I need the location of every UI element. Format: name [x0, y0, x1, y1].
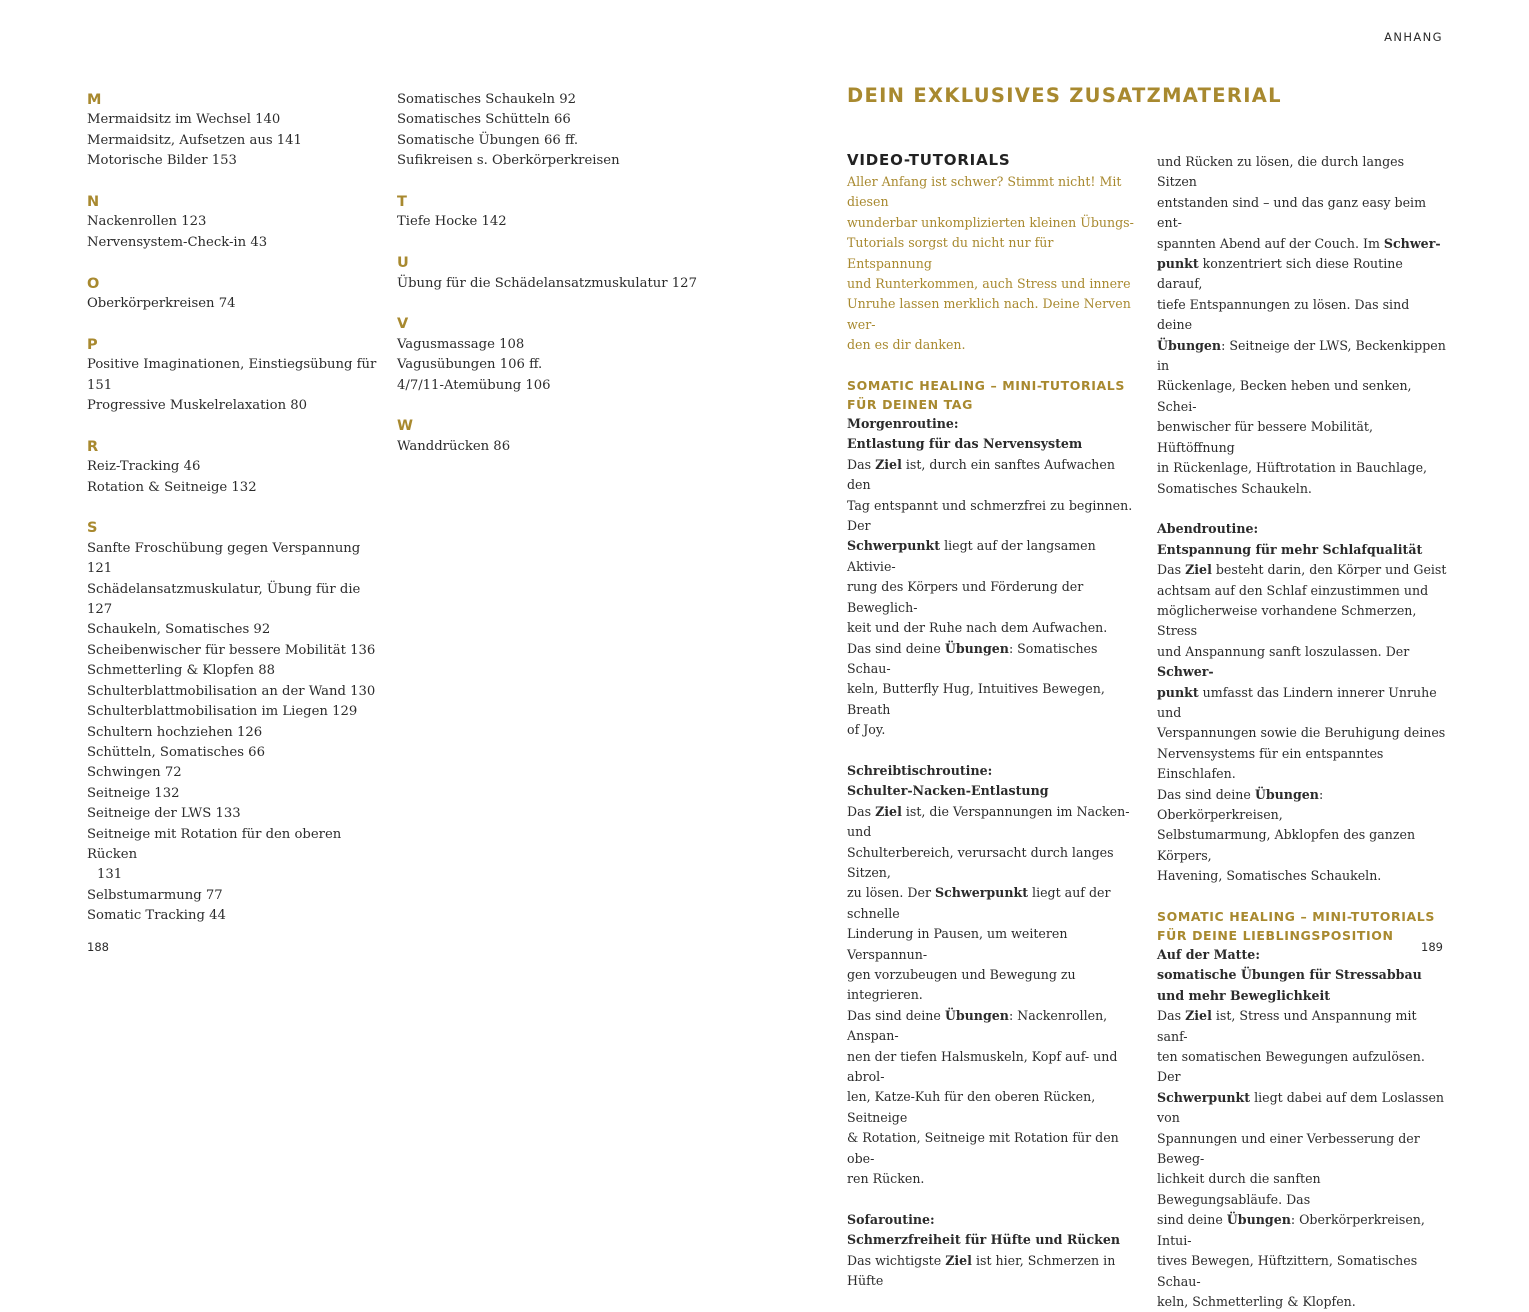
- index-entry: Sufikreisen s. Oberkörperkreisen: [397, 153, 620, 169]
- text-line: entstanden sind – und das ganz easy beim ent-: [1157, 194, 1427, 231]
- text-line: Spannungen und einer Verbesserung der Beweg-: [1157, 1130, 1420, 1167]
- text-line: Schulterbereich, verursacht durch langes Sitzen,: [847, 844, 1114, 880]
- text-line: Linderung in Pausen, um weiteren Verspannun-: [847, 926, 1068, 962]
- index-column-2: [397, 90, 697, 478]
- text-line: Das Ziel ist, durch ein sanftes Aufwachen den: [847, 456, 1115, 493]
- index-column-1: [87, 90, 387, 947]
- text-line: achtsam auf den Schlaf einzustimmen und: [1157, 582, 1429, 598]
- index-entry: Schultern hochziehen 126: [87, 724, 263, 740]
- text-line: len, Katze-Kuh für den oberen Rücken, Seitneige: [847, 1089, 1096, 1125]
- text-line: Nervensystems für ein entspanntes Einschlafen.: [1157, 745, 1384, 782]
- text-line: SOMATIC HEALING – MINI-TUTORIALS: [1157, 909, 1435, 924]
- index-letter: M: [87, 92, 102, 108]
- running-head: ANHANG: [1384, 30, 1443, 44]
- index-entry: Positive Imaginationen, Einstiegsübung für 151: [87, 357, 377, 393]
- routine-title: Abendroutine:: [1157, 521, 1259, 537]
- text-line: Das Ziel ist, Stress und Anspannung mit sanf-: [1157, 1008, 1417, 1044]
- text-line: rung des Körpers und Förderung der Beweglich-: [847, 579, 1084, 615]
- text-line: punkt umfasst das Lindern innerer Unruhe und: [1157, 684, 1437, 720]
- index-group-o: [87, 274, 387, 315]
- index-group-t: [397, 192, 697, 233]
- text-line: Unruhe lassen merklich nach. Deine Nerven wer-: [847, 296, 1131, 332]
- index-letter: P: [87, 336, 98, 353]
- index-letter: T: [397, 194, 407, 211]
- text-line: & Rotation, Seitneige mit Rotation für den obe-: [847, 1130, 1119, 1166]
- text-line: gen vorzubeugen und Bewegung zu integrieren.: [847, 967, 1076, 1003]
- index-entry: Schulterblattmobilisation an der Wand 130: [87, 683, 376, 699]
- index-entry: Sanfte Froschübung gegen Verspannung 121: [87, 540, 361, 577]
- routine-text: [847, 802, 1137, 1190]
- content-column-1: [847, 150, 1137, 1291]
- routine-text: [847, 455, 1137, 741]
- routine-subtitle: Entspannung für mehr Schlafqualität: [1157, 541, 1423, 557]
- text-line: Das Ziel ist, die Verspannungen im Nacken- und: [847, 803, 1130, 840]
- routine-subtitle: [1157, 965, 1447, 1006]
- subsection-title-position: [1157, 907, 1447, 945]
- text-line: Das wichtigste Ziel ist hier, Schmerzen in Hüfte: [847, 1252, 1116, 1289]
- routine-morning: [847, 414, 1137, 741]
- text-line: spannten Abend auf der Couch. Im Schwer-: [1157, 235, 1441, 251]
- routine-text: [847, 1251, 1137, 1292]
- text-line: Tutorials sorgst du nicht nur für Entspannung: [847, 235, 1054, 271]
- page-number-right: 189: [1421, 940, 1443, 954]
- index-entry: Somatische Übungen 66 ff.: [397, 132, 579, 148]
- index-group-u: [397, 253, 697, 294]
- index-entry: Schaukeln, Somatisches 92: [87, 622, 271, 638]
- index-entry: Mermaidsitz im Wechsel 140: [87, 112, 281, 128]
- routine-subtitle: Entlastung für das Nervensystem: [847, 436, 1083, 452]
- routine-subtitle: Schulter-Nacken-Entlastung: [847, 783, 1049, 799]
- text-line: somatische Übungen für Stressabbau: [1157, 967, 1422, 983]
- text-line: Selbstumarmung, Abklopfen des ganzen Körpers,: [1157, 827, 1416, 863]
- index-group-n: [87, 192, 387, 253]
- text-line: in Rückenlage, Hüftrotation in Bauchlage,: [1157, 460, 1428, 476]
- subsection-title-day: [847, 376, 1137, 414]
- index-letter: R: [87, 438, 99, 455]
- index-entry: Somatisches Schütteln 66: [397, 112, 571, 128]
- routine-text: [1157, 560, 1447, 887]
- section-title: VIDEO-TUTORIALS: [847, 151, 1011, 169]
- text-line: Verspannungen sowie die Beruhigung deines: [1157, 725, 1446, 741]
- routine-text: [1157, 1006, 1447, 1312]
- index-entry: Progressive Muskelrelaxation 80: [87, 398, 308, 414]
- text-line: FÜR DEINEN TAG: [847, 397, 973, 413]
- text-line: sind deine Übungen: Oberkörperkreisen, Intui-: [1157, 1212, 1425, 1248]
- index-group-v: [397, 314, 697, 396]
- index-group-r: [87, 437, 387, 498]
- index-letter: S: [87, 520, 98, 537]
- index-entry: Seitneige 132: [87, 785, 180, 801]
- text-line: FÜR DEINE LIEBLINGSPOSITION: [1157, 928, 1394, 943]
- index-entry: Übung für die Schädelansatzmuskulatur 127: [397, 275, 697, 291]
- text-line: und Rücken zu lösen, die durch langes Sitzen: [1157, 154, 1405, 190]
- index-entry: Schmetterling & Klopfen 88: [87, 663, 276, 679]
- index-entry: Motorische Bilder 153: [87, 153, 237, 169]
- text-line: Rückenlage, Becken heben und senken, Schei-: [1157, 378, 1412, 414]
- text-line: Das Ziel besteht darin, den Körper und Geist: [1157, 562, 1447, 578]
- index-groups: [87, 90, 387, 927]
- index-entry: Schütteln, Somatisches 66: [87, 744, 265, 760]
- text-line: lichkeit durch die sanften Bewegungsabläufe. Das: [1157, 1171, 1321, 1207]
- text-line: tiefe Entspannungen zu lösen. Das sind deine: [1157, 296, 1410, 333]
- index-entry: Vagusübungen 106 ff.: [397, 357, 543, 373]
- text-line: zu lösen. Der Schwerpunkt liegt auf der schnelle: [847, 885, 1111, 921]
- index-entry: Schwingen 72: [87, 765, 182, 781]
- routine-title: Sofaroutine:: [847, 1211, 935, 1227]
- text-line: Das sind deine Übungen: Somatisches Schau-: [847, 640, 1098, 676]
- text-line: den es dir danken.: [847, 337, 966, 353]
- text-line: Das sind deine Übungen: Nackenrollen, Anspan-: [847, 1007, 1108, 1044]
- index-entry: Reiz-Tracking 46: [87, 459, 201, 475]
- text-line: Übungen: Seitneige der LWS, Beckenkippen in: [1157, 337, 1446, 374]
- text-line: Schwerpunkt liegt dabei auf dem Loslassen von: [1157, 1089, 1445, 1126]
- text-line: keln, Schmetterling & Klopfen.: [1157, 1293, 1356, 1309]
- index-entry: Vagusmassage 108: [397, 336, 525, 352]
- text-line: nen der tiefen Halsmuskeln, Kopf auf- und abrol-: [847, 1048, 1118, 1085]
- index-entry: 4/7/11-Atemübung 106: [397, 377, 551, 393]
- index-entry: Oberkörperkreisen 74: [87, 296, 236, 312]
- text-line: tives Bewegen, Hüftzittern, Somatisches Schau-: [1157, 1253, 1418, 1289]
- text-line: of Joy.: [847, 722, 886, 738]
- content-column-2: [1157, 152, 1447, 1312]
- index-letter: N: [87, 194, 100, 211]
- routine-evening: [1157, 519, 1447, 886]
- index-entry: Seitneige mit Rotation für den oberen Rücken: [87, 826, 342, 862]
- index-letter: V: [397, 316, 409, 333]
- text-line: Tag entspannt und schmerzfrei zu beginnen. Der: [847, 497, 1133, 534]
- index-letter: O: [87, 275, 100, 292]
- text-line: möglicherweise vorhandene Schmerzen, Stress: [1157, 602, 1417, 639]
- text-line: Aller Anfang ist schwer? Stimmt nicht! Mit diesen: [847, 174, 1122, 210]
- index-letter: W: [397, 418, 413, 435]
- routine-subtitle: Schmerzfreiheit für Hüfte und Rücken: [847, 1232, 1121, 1248]
- page-number-left: 188: [87, 940, 109, 954]
- routine-title: Auf der Matte:: [1157, 947, 1260, 962]
- text-line: wunderbar unkomplizierten kleinen Übungs-: [847, 214, 1134, 230]
- index-entry: Somatic Tracking 44: [87, 908, 226, 924]
- intro-text: [847, 172, 1137, 356]
- text-line: keit und der Ruhe nach dem Aufwachen.: [847, 620, 1108, 636]
- text-line: benwischer für bessere Mobilität, Hüftöffnung: [1157, 419, 1373, 455]
- text-line: Somatisches Schaukeln.: [1157, 480, 1312, 496]
- text-line: ren Rücken.: [847, 1171, 925, 1187]
- index-group-continued: [397, 90, 697, 172]
- index-entry: Selbstumarmung 77: [87, 887, 223, 903]
- text-line: und Runterkommen, auch Stress und innere: [847, 276, 1131, 292]
- index-entry: Schädelansatzmuskulatur, Übung für die 127: [87, 581, 361, 618]
- routine-sofa-continued: [1157, 152, 1447, 499]
- text-line: Das sind deine Übungen: Oberkörperkreisen,: [1157, 786, 1324, 822]
- index-group-w: [397, 416, 697, 457]
- index-group-p: [87, 335, 387, 417]
- index-entry: Seitneige der LWS 133: [87, 806, 241, 822]
- index-entry: Nervensystem-Check-in 43: [87, 234, 268, 250]
- index-entry: Scheibenwischer für bessere Mobilität 136: [87, 642, 376, 658]
- index-group-m: [87, 90, 387, 172]
- index-entry: Wanddrücken 86: [397, 438, 511, 454]
- index-entry: Mermaidsitz, Aufsetzen aus 141: [87, 132, 302, 148]
- index-groups: [397, 192, 697, 457]
- text-line: Schwerpunkt liegt auf der langsamen Aktivie-: [847, 538, 1096, 574]
- index-entry: Nackenrollen 123: [87, 214, 207, 230]
- index-letter: U: [397, 255, 409, 272]
- index-entry: Rotation & Seitneige 132: [87, 479, 257, 495]
- text-line: keln, Butterfly Hug, Intuitives Bewegen, Breath: [847, 681, 1105, 717]
- index-entry: 131: [97, 867, 123, 883]
- index-entry: Schulterblattmobilisation im Liegen 129: [87, 704, 358, 720]
- routine-desk: [847, 761, 1137, 1190]
- routine-title: Schreibtischroutine:: [847, 762, 993, 778]
- index-entry: Somatisches Schaukeln 92: [397, 92, 577, 107]
- text-line: SOMATIC HEALING – MINI-TUTORIALS: [847, 378, 1125, 394]
- text-line: und mehr Beweglichkeit: [1157, 987, 1331, 1003]
- routine-title: Morgenroutine:: [847, 416, 959, 432]
- routine-sofa: [847, 1210, 1137, 1292]
- index-group-s: [87, 518, 387, 926]
- index-entry: Tiefe Hocke 142: [397, 214, 507, 230]
- text-line: und Anspannung sanft loszulassen. Der Schwer-: [1157, 643, 1410, 680]
- text-line: punkt konzentriert sich diese Routine darauf,: [1157, 256, 1403, 292]
- page-title: DEIN EXKLUSIVES ZUSATZMATERIAL: [847, 84, 1282, 107]
- routine-mat: [1157, 945, 1447, 1312]
- text-line: ten somatischen Bewegungen aufzulösen. Der: [1157, 1049, 1425, 1085]
- text-line: Havening, Somatisches Schaukeln.: [1157, 868, 1382, 884]
